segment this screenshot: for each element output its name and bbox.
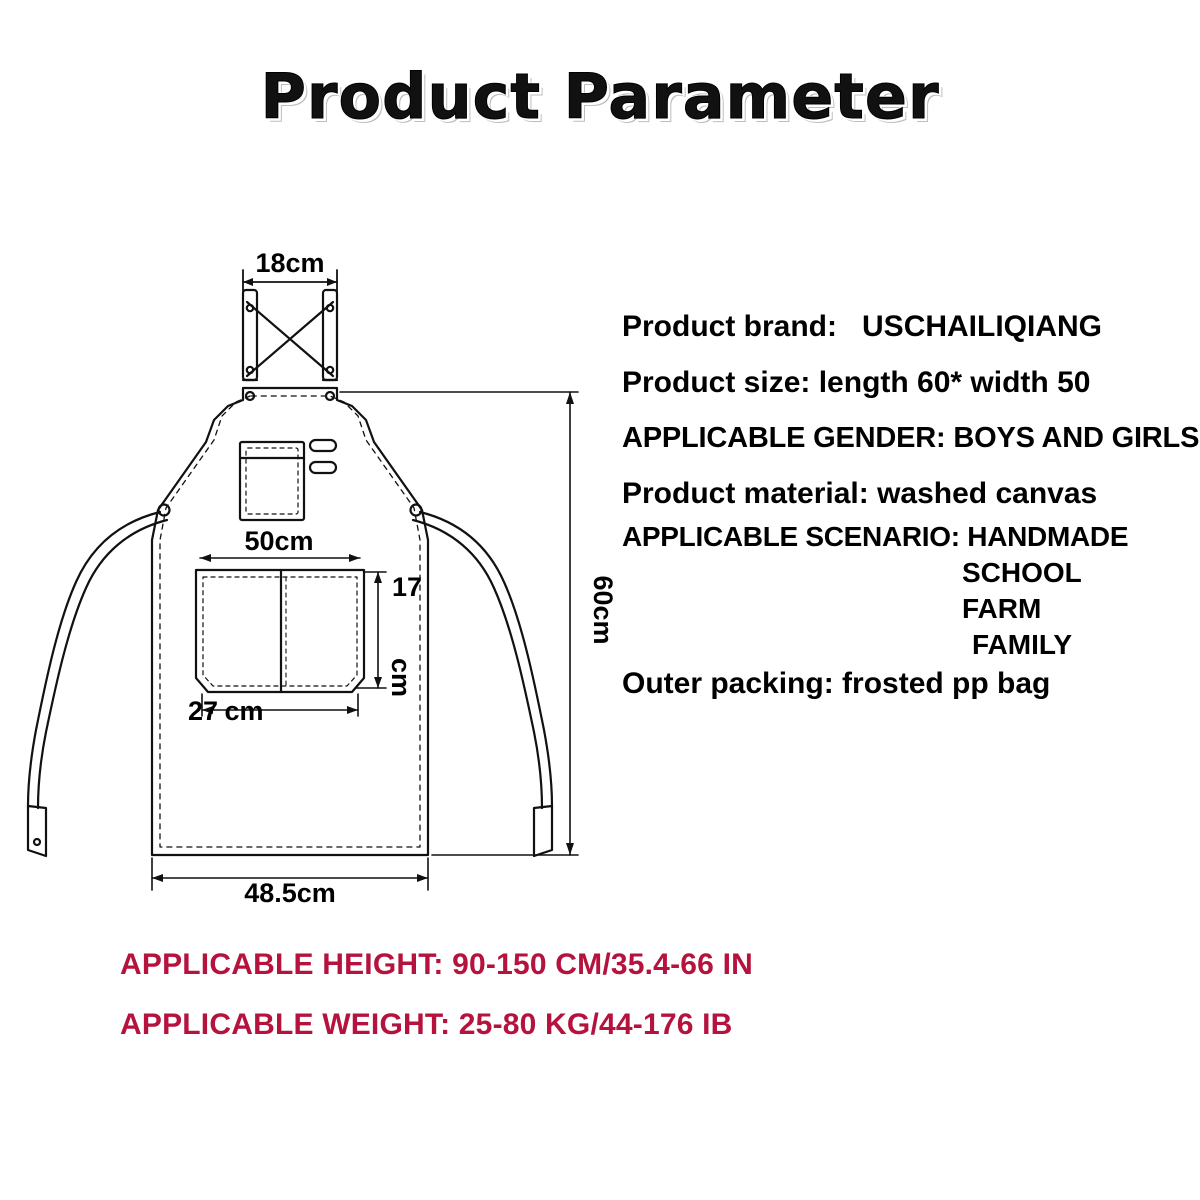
front-pocket [196,570,364,692]
spec-value-gender: BOYS AND GIRLS [953,422,1200,454]
dimension-pocket-height [356,572,386,688]
applicable-notes [120,948,1120,1068]
dimension-label-apron-length: 60cm [588,575,618,645]
spec-label-gender: APPLICABLE GENDER: [622,422,946,454]
page-title: Product Parameter [260,60,940,133]
spec-value-packing: frosted pp bag [842,667,1051,700]
dimension-label-pocket-width-unit: cm [224,696,264,726]
dimension-label-strap-width: 18cm [255,248,325,278]
spec-value-scenario-4: FAMILY [972,629,1073,660]
spec-label-scenario: APPLICABLE SCENARIO: [622,521,960,552]
product-spec-list [622,310,1200,701]
note-applicable-height: APPLICABLE HEIGHT: 90-150 CM/35.4-66 IN [120,948,753,981]
spec-value-brand: USCHAILIQIANG [862,310,1103,343]
spec-row-brand [622,310,1182,344]
dimension-label-pocket-height-unit: cm [386,658,416,698]
spec-row-scenario [622,521,1182,553]
spec-value-scenario-2: SCHOOL [962,557,1082,588]
pen-loops [310,440,336,473]
note-applicable-weight: APPLICABLE WEIGHT: 25-80 KG/44-176 IB [120,1008,733,1041]
spec-label-packing: Outer packing: [622,667,834,700]
apron-technical-drawing-svg [0,210,620,910]
spec-label-brand: Product brand: [622,310,837,343]
dimension-label-pocket-top-width: 50cm [244,526,314,556]
spec-value-size: length 60* width 50 [818,366,1091,399]
dimension-label-pocket-height-num: 17 [392,572,423,602]
apron-diagram [0,210,620,910]
spec-row-gender [622,422,1200,455]
spec-row-size [622,366,1182,400]
spec-value-scenario-1: HANDMADE [967,521,1129,552]
spec-value-material: washed canvas [877,477,1098,510]
chest-pocket [240,442,304,520]
dimension-label-apron-bottom-width: 48.5cm [244,878,336,908]
waist-ties [28,512,552,856]
apron-straps [243,290,337,380]
spec-row-material [622,477,1182,511]
dimension-label-pocket-width-num: 27 [187,696,219,726]
spec-label-size: Product size: [622,366,811,399]
spec-row-packing [622,667,1182,701]
spec-label-material: Product material: [622,477,869,510]
spec-value-scenario-3: FARM [962,593,1042,624]
